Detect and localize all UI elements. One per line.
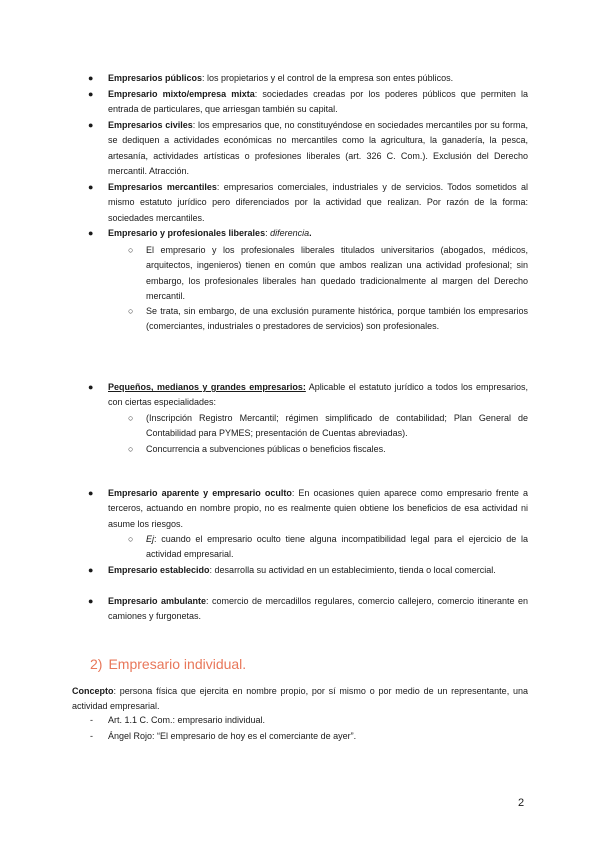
dash-item: Ángel Rojo: “El empresario de hoy es el comerciante de ayer”.	[108, 731, 357, 741]
sub-list-item	[146, 532, 528, 563]
term: Empresario ambulante	[108, 596, 207, 606]
term: Empresario y profesionales liberales	[108, 228, 266, 238]
definition: : empresarios comerciales, industriales y de servicios. Todos sometidos al mismo estatuto jurídico pero diferenciados por la actividad que realizan. Por razón de la forma: sociedades mercantiles.	[108, 182, 528, 223]
term: Empresarios civiles	[108, 120, 193, 130]
page-number: 2	[518, 797, 525, 809]
list-item	[108, 563, 528, 578]
bullet-icon: ●	[88, 228, 94, 238]
definition: :	[265, 228, 271, 238]
sub-bullet-icon: ○	[128, 245, 134, 255]
bullet-icon: ●	[88, 565, 94, 575]
list-item	[108, 180, 528, 226]
term: Empresario establecido	[108, 565, 210, 575]
sub-bullet-icon: ○	[128, 534, 134, 544]
dash-icon: -	[90, 731, 93, 741]
bullet-icon: ●	[88, 488, 94, 498]
term: Empresario mixto/empresa mixta	[108, 89, 255, 99]
section-number: 2)	[90, 656, 103, 672]
definition: : sociedades creadas por los poderes públicos que permiten la entrada de particulares, que arriesgan también su capital.	[108, 89, 528, 115]
section-heading	[90, 656, 246, 672]
dash-icon: -	[90, 715, 93, 725]
list-item	[108, 594, 528, 625]
bullet-icon: ●	[88, 89, 94, 99]
definition: Aplicable el estatuto jurídico a todos los empresarios, con ciertas especialidades:	[108, 382, 528, 408]
emphasis: Ej	[146, 534, 155, 544]
list-item	[108, 118, 528, 180]
sub-list-item: (Inscripción Registro Mercantil; régimen simplificado de contabilidad; Plan General de Contabilidad para PYMES; presentación de Cuentas abreviadas).	[146, 413, 528, 439]
emphasis: diferencia	[270, 228, 310, 238]
term: Pequeños, medianos y grandes empresarios:	[108, 382, 306, 392]
definition: : En ocasiones quien aparece como empresario frente a terceros, actuando en nombre propio, no es realmente quien obtiene los beneficios de esa actividad ni asume los riesgos.	[108, 488, 528, 529]
sub-list-item: El empresario y los profesionales liberales titulados universitarios (abogados, médicos, arquitectos, ingenieros) tienen en común que ambos realizan una actividad profesional; sin embargo, los profesionales liberales han quedado tradicionalmente al margen del Derecho mercantil.	[146, 245, 528, 302]
list-item	[108, 380, 528, 411]
tail: .	[309, 228, 312, 238]
bullet-icon: ●	[88, 182, 94, 192]
section-title: Empresario individual.	[108, 656, 247, 672]
definition: : cuando el empresario oculto tiene alguna incompatibilidad legal para el ejercicio de la actividad empresarial.	[146, 534, 528, 560]
sub-list-item: Concurrencia a subvenciones públicas o beneficios fiscales.	[146, 444, 386, 454]
list-item	[108, 71, 528, 86]
term: Concepto	[72, 686, 114, 696]
term: Empresarios públicos	[108, 73, 203, 83]
definition: : los empresarios que, no constituyéndose en sociedades mercantiles por su forma, se dediquen a actividades económicas no mercantiles como la agricultura, la ganadería, la pesca, artesanía, actividades artísticas o profesiones liberales (art. 326 C. Com.). Exclusión del Derecho mercantil. Atracción.	[108, 120, 528, 177]
sub-list-item: Se trata, sin embargo, de una exclusión puramente histórica, porque también los empresarios (comerciantes, industriales o prestadores de servicios) son profesionales.	[146, 306, 528, 332]
list-item	[108, 226, 528, 241]
bullet-icon: ●	[88, 73, 94, 83]
sub-bullet-icon: ○	[128, 444, 134, 454]
bullet-icon: ●	[88, 382, 94, 392]
dash-item: Art. 1.1 C. Com.: empresario individual.	[108, 715, 266, 725]
term: Empresario aparente y empresario oculto	[108, 488, 292, 498]
list-item	[108, 486, 528, 532]
bullet-icon: ●	[88, 120, 94, 130]
sub-bullet-icon: ○	[128, 413, 134, 423]
definition: : los propietarios y el control de la empresa son entes públicos.	[202, 73, 454, 83]
term: Empresarios mercantiles	[108, 182, 217, 192]
bullet-icon: ●	[88, 596, 94, 606]
definition: : persona física que ejercita en nombre propio, por sí mismo o por medio de un representante, una actividad empresarial.	[72, 686, 528, 712]
list-item	[108, 87, 528, 118]
concepto-paragraph	[72, 684, 528, 715]
sub-bullet-icon: ○	[128, 306, 134, 316]
definition: : comercio de mercadillos regulares, comercio callejero, comercio itinerante en camiones y furgonetas.	[108, 596, 528, 622]
definition: : desarrolla su actividad en un establecimiento, tienda o local comercial.	[209, 565, 496, 575]
